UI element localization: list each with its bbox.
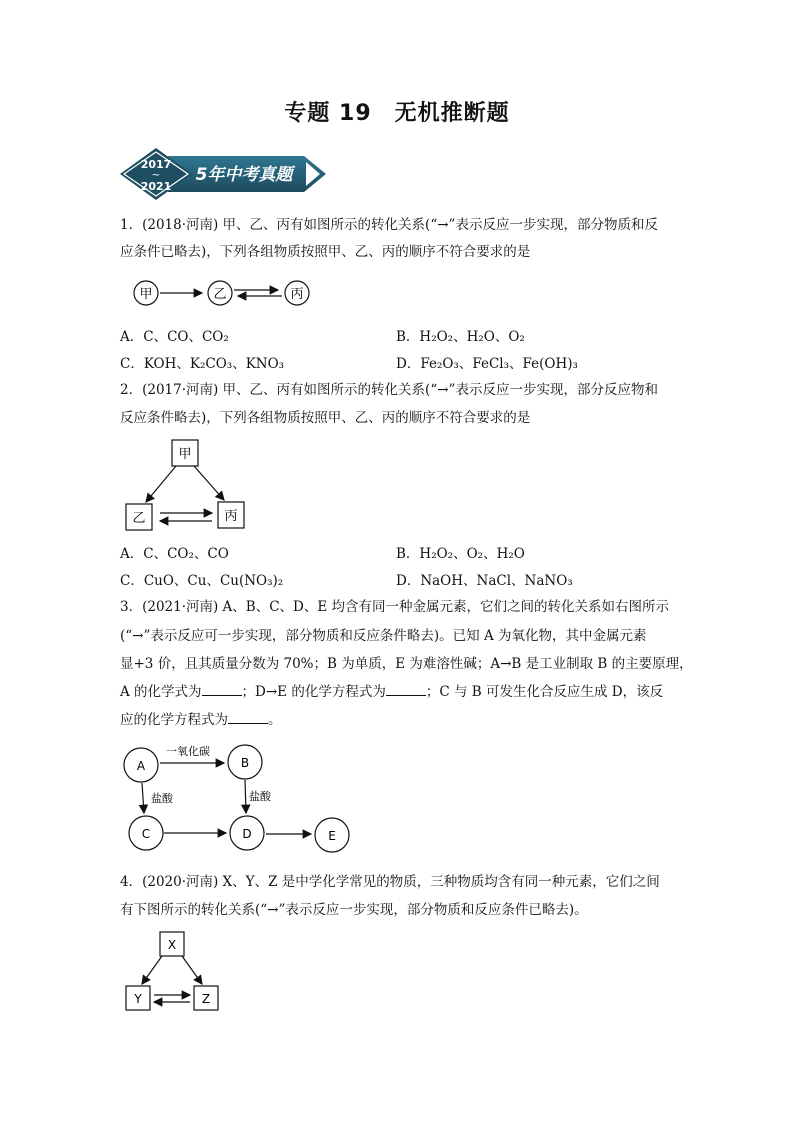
- section-banner: [120, 148, 328, 200]
- q4-stem-line1: 4．(2020·河南) X、Y、Z 是中学化学常见的物质，三种物质均含有同一种元素，它们之间: [120, 874, 660, 890]
- q2-option-c[interactable]: C．CuO、Cu、Cu(NO₃)₂: [120, 573, 284, 589]
- q3-stem-line4: [120, 683, 680, 701]
- q3-blank-3[interactable]: [228, 711, 268, 724]
- q1-option-a[interactable]: A．C、CO、CO₂: [120, 329, 229, 345]
- q1-option-c[interactable]: C．KOH、K₂CO₃、KNO₃: [120, 356, 285, 372]
- q1-diagram: [126, 278, 326, 310]
- banner-label: 5年中考真题: [195, 165, 293, 185]
- q3-blank-2[interactable]: [386, 683, 426, 696]
- q4-node-z-label: Z: [201, 992, 211, 1006]
- q1-option-b[interactable]: B．H₂O₂、H₂O、O₂: [396, 329, 525, 345]
- q2-option-a[interactable]: A．C、CO₂、CO: [120, 546, 229, 562]
- q2-option-b[interactable]: B．H₂O₂、O₂、H₂O: [396, 546, 525, 562]
- q2-node-a-label: 甲: [178, 447, 192, 462]
- q3-node-d-label: D: [242, 827, 252, 841]
- q3-text-4c: ；C 与 B 可发生化合反应生成 D，该反: [425, 684, 664, 700]
- q3-text-5a: 应的化学方程式为: [120, 712, 228, 728]
- q3-label-ab: 一氧化碳: [166, 745, 210, 758]
- q3-text-4b: ；D→E 的化学方程式为: [241, 684, 386, 700]
- banner-year-mid: ~: [151, 170, 161, 181]
- q3-diagram: [118, 740, 354, 856]
- q3-text-5b: 。: [268, 712, 282, 728]
- q3-node-a-label: A: [136, 759, 146, 773]
- q4-stem-line2: 有下图所示的转化关系(“→”表示反应一步实现，部分物质和反应条件已略去)。: [120, 902, 588, 918]
- q3-text-4a: A 的化学式为: [120, 684, 202, 700]
- q2-node-b-label: 乙: [132, 511, 146, 526]
- q3-stem-line2: (“→”表示反应可一步实现，部分物质和反应条件略去)。已知 A 为氧化物，其中金属元素: [120, 628, 647, 644]
- q3-node-c-label: C: [141, 827, 151, 841]
- banner-year-bottom: 2021: [140, 180, 172, 193]
- q2-node-c-label: 丙: [224, 509, 238, 524]
- q2-diagram: [120, 438, 260, 534]
- page-title: 专题 19 无机推断题: [284, 101, 510, 126]
- q2-stem-line1: 2．(2017·河南) 甲、乙、丙有如图所示的转化关系(“→”表示反应一步实现，部分反应物和: [120, 382, 658, 398]
- q2-option-d[interactable]: D．NaOH、NaCl、NaNO₃: [396, 573, 573, 589]
- q4-node-x-label: X: [167, 938, 177, 952]
- q3-label-ac: 盐酸: [151, 792, 173, 805]
- q2-stem-line2: 反应条件略去)，下列各组物质按照甲、乙、丙的顺序不符合要求的是: [120, 410, 531, 426]
- q1-node-a-label: 甲: [139, 287, 153, 302]
- q3-stem-line1: 3．(2021·河南) A、B、C、D、E 均含有同一种金属元素，它们之间的转化关系如右图所示: [120, 599, 670, 615]
- q3-stem-line5: [120, 711, 680, 729]
- q3-node-e-label: E: [328, 829, 336, 843]
- q3-node-b-label: B: [240, 756, 250, 770]
- q1-stem-line2: 应条件已略去)，下列各组物质按照甲、乙、丙的顺序不符合要求的是: [120, 244, 531, 260]
- q1-option-d[interactable]: D．Fe₂O₃、FeCl₃、Fe(OH)₃: [396, 356, 578, 372]
- q3-blank-1[interactable]: [202, 683, 242, 696]
- q1-node-c-label: 丙: [290, 287, 304, 302]
- banner-year-top: 2017: [140, 158, 172, 171]
- q3-label-bd: 盐酸: [249, 790, 271, 803]
- q4-node-y-label: Y: [134, 992, 142, 1006]
- q3-stem-line3: 显+3 价，且其质量分数为 70%；B 为单质，E 为难溶性碱；A→B 是工业制取 B 的主要原理，: [120, 656, 693, 672]
- q1-stem-line1: 1．(2018·河南) 甲、乙、丙有如图所示的转化关系(“→”表示反应一步实现，部分物质和反: [120, 217, 658, 233]
- q4-diagram: [120, 928, 226, 1014]
- q1-node-b-label: 乙: [213, 287, 227, 302]
